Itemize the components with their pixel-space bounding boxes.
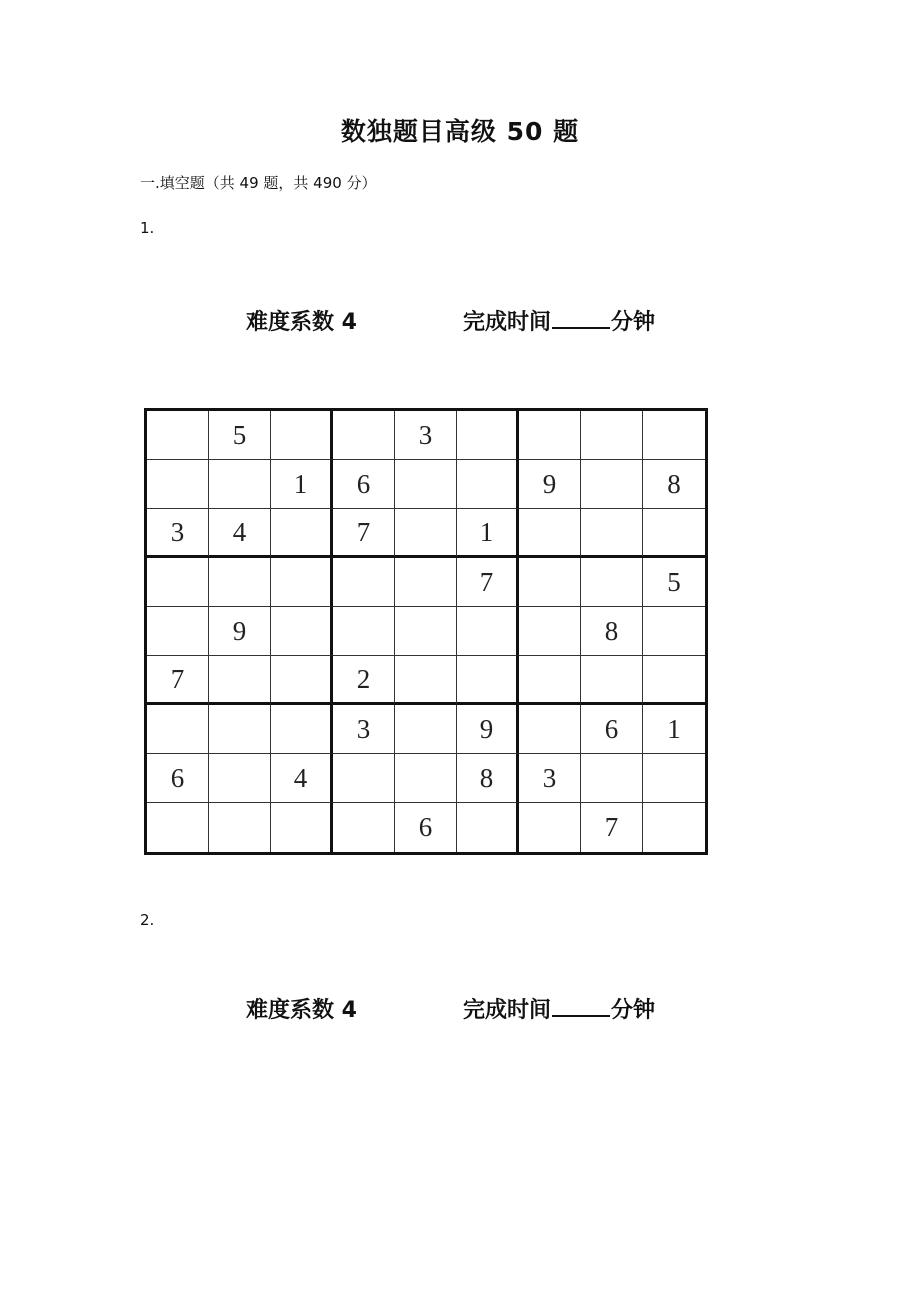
sudoku-given-cell: 8 <box>643 460 705 509</box>
sudoku-empty-cell[interactable] <box>147 460 209 509</box>
sudoku-given-cell: 8 <box>457 754 519 803</box>
sudoku-given-cell: 2 <box>333 656 395 705</box>
sudoku-empty-cell[interactable] <box>457 803 519 852</box>
sudoku-empty-cell[interactable] <box>147 607 209 656</box>
sudoku-given-cell: 3 <box>395 411 457 460</box>
sudoku-given-cell: 1 <box>643 705 705 754</box>
sudoku-given-cell: 3 <box>519 754 581 803</box>
sudoku-empty-cell[interactable] <box>581 460 643 509</box>
sudoku-empty-cell[interactable] <box>271 607 333 656</box>
question-meta <box>0 993 920 1023</box>
sudoku-given-cell: 3 <box>333 705 395 754</box>
sudoku-empty-cell[interactable] <box>457 411 519 460</box>
sudoku-empty-cell[interactable] <box>643 509 705 558</box>
sudoku-empty-cell[interactable] <box>333 754 395 803</box>
sudoku-given-cell: 6 <box>395 803 457 852</box>
document-title: 数独题目高级 50 题 <box>340 117 580 146</box>
sudoku-given-cell: 5 <box>209 411 271 460</box>
sudoku-empty-cell[interactable] <box>147 558 209 607</box>
sudoku-empty-cell[interactable] <box>147 803 209 852</box>
sudoku-empty-cell[interactable] <box>457 607 519 656</box>
sudoku-empty-cell[interactable] <box>519 411 581 460</box>
sudoku-given-cell: 5 <box>643 558 705 607</box>
time-unit: 分钟 <box>611 310 656 335</box>
sudoku-given-cell: 9 <box>209 607 271 656</box>
time-label: 完成时间 <box>463 310 552 335</box>
sudoku-empty-cell[interactable] <box>519 803 581 852</box>
sudoku-empty-cell[interactable] <box>333 803 395 852</box>
sudoku-given-cell: 7 <box>333 509 395 558</box>
sudoku-empty-cell[interactable] <box>519 509 581 558</box>
sudoku-grid <box>144 408 708 855</box>
sudoku-empty-cell[interactable] <box>581 558 643 607</box>
sudoku-empty-cell[interactable] <box>395 558 457 607</box>
sudoku-empty-cell[interactable] <box>519 558 581 607</box>
sudoku-given-cell: 1 <box>271 460 333 509</box>
sudoku-empty-cell[interactable] <box>271 558 333 607</box>
sudoku-empty-cell[interactable] <box>395 705 457 754</box>
sudoku-empty-cell[interactable] <box>395 509 457 558</box>
sudoku-empty-cell[interactable] <box>209 754 271 803</box>
time-unit: 分钟 <box>611 998 656 1023</box>
difficulty-label: 难度系数 4 <box>246 310 357 335</box>
completion-time-field <box>463 305 655 336</box>
sudoku-empty-cell[interactable] <box>333 607 395 656</box>
sudoku-given-cell: 9 <box>519 460 581 509</box>
sudoku-empty-cell[interactable] <box>395 656 457 705</box>
sudoku-given-cell: 7 <box>457 558 519 607</box>
sudoku-empty-cell[interactable] <box>209 803 271 852</box>
sudoku-empty-cell[interactable] <box>457 656 519 705</box>
sudoku-given-cell: 6 <box>333 460 395 509</box>
sudoku-empty-cell[interactable] <box>209 558 271 607</box>
sudoku-empty-cell[interactable] <box>643 411 705 460</box>
sudoku-empty-cell[interactable] <box>271 803 333 852</box>
sudoku-empty-cell[interactable] <box>643 607 705 656</box>
time-label: 完成时间 <box>463 998 552 1023</box>
sudoku-empty-cell[interactable] <box>209 705 271 754</box>
sudoku-empty-cell[interactable] <box>147 411 209 460</box>
sudoku-empty-cell[interactable] <box>519 656 581 705</box>
sudoku-given-cell: 6 <box>147 754 209 803</box>
sudoku-empty-cell[interactable] <box>581 754 643 803</box>
sudoku-empty-cell[interactable] <box>271 705 333 754</box>
sudoku-empty-cell[interactable] <box>395 460 457 509</box>
sudoku-empty-cell[interactable] <box>581 656 643 705</box>
sudoku-empty-cell[interactable] <box>395 607 457 656</box>
sudoku-given-cell: 7 <box>147 656 209 705</box>
sudoku-given-cell: 7 <box>581 803 643 852</box>
sudoku-empty-cell[interactable] <box>519 705 581 754</box>
sudoku-empty-cell[interactable] <box>581 509 643 558</box>
question-number: 2. <box>140 911 155 929</box>
sudoku-empty-cell[interactable] <box>457 460 519 509</box>
question-meta <box>0 305 920 335</box>
sudoku-given-cell: 4 <box>271 754 333 803</box>
sudoku-empty-cell[interactable] <box>147 705 209 754</box>
sudoku-empty-cell[interactable] <box>271 509 333 558</box>
time-blank[interactable] <box>552 993 610 1017</box>
sudoku-given-cell: 8 <box>581 607 643 656</box>
sudoku-empty-cell[interactable] <box>209 656 271 705</box>
sudoku-empty-cell[interactable] <box>271 411 333 460</box>
section-heading: 一.填空题（共 49 题，共 490 分） <box>140 174 377 192</box>
sudoku-empty-cell[interactable] <box>271 656 333 705</box>
sudoku-empty-cell[interactable] <box>395 754 457 803</box>
question-number: 1. <box>140 219 155 237</box>
time-blank[interactable] <box>552 305 610 329</box>
sudoku-given-cell: 9 <box>457 705 519 754</box>
sudoku-empty-cell[interactable] <box>209 460 271 509</box>
sudoku-empty-cell[interactable] <box>333 411 395 460</box>
sudoku-empty-cell[interactable] <box>581 411 643 460</box>
completion-time-field <box>463 993 655 1024</box>
sudoku-empty-cell[interactable] <box>643 803 705 852</box>
sudoku-given-cell: 3 <box>147 509 209 558</box>
sudoku-empty-cell[interactable] <box>643 754 705 803</box>
sudoku-given-cell: 1 <box>457 509 519 558</box>
difficulty-label: 难度系数 4 <box>246 998 357 1023</box>
sudoku-empty-cell[interactable] <box>519 607 581 656</box>
sudoku-empty-cell[interactable] <box>333 558 395 607</box>
sudoku-given-cell: 6 <box>581 705 643 754</box>
sudoku-given-cell: 4 <box>209 509 271 558</box>
sudoku-empty-cell[interactable] <box>643 656 705 705</box>
